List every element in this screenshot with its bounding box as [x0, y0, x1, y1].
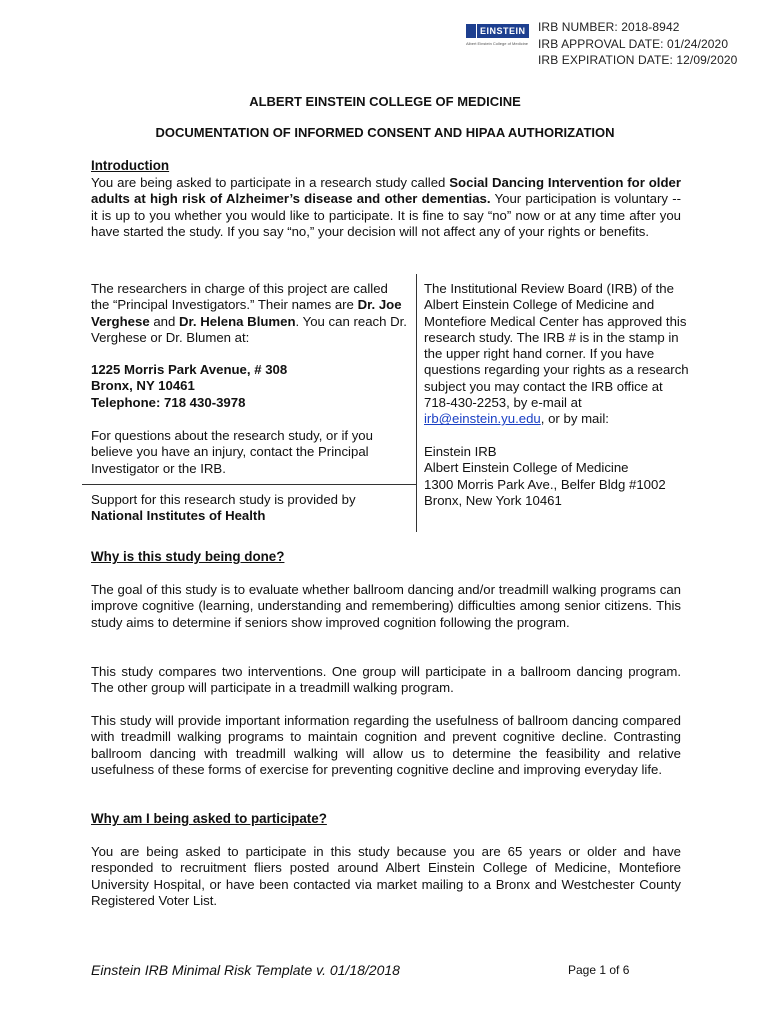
- logo-wordmark: EINSTEIN: [477, 24, 529, 38]
- sponsor-name: National Institutes of Health: [91, 508, 266, 524]
- questions-paragraph: For questions about the research study, or if you believe you have an injury, contact the Principal Investigator or the IRB.: [91, 428, 373, 476]
- document-title: DOCUMENTATION OF INFORMED CONSENT AND HIPAA AUTHORIZATION: [155, 125, 615, 140]
- irb-stamp: [538, 19, 737, 69]
- investigators-paragraph: The researchers in charge of this project are called the “Principal Investigators.” Their names are Dr. Joe Verghese and Dr. Helena Blumen. You can reach Dr. Verghese or Dr. Blumen at:: [91, 281, 407, 345]
- institution-title: ALBERT EINSTEIN COLLEGE OF MEDICINE: [249, 94, 521, 109]
- pi-contact: [91, 362, 409, 411]
- pi-address-line1: 1225 Morris Park Avenue, # 308: [91, 362, 288, 377]
- why-study-p2: This study compares two interventions. One group will participate in a ballroom dancing program. The other group will participate in a treadmill walking program.: [91, 664, 681, 696]
- why-study-heading: Why is this study being done?: [91, 549, 285, 564]
- pi-1-name: Dr. Joe Verghese: [91, 297, 402, 329]
- page-number: Page 1 of 6: [568, 963, 630, 977]
- irb-number: IRB NUMBER: 2018-8942: [538, 20, 680, 34]
- support-paragraph: Support for this research study is provided by National Institutes of Health: [91, 492, 409, 525]
- why-study-p3: This study will provide important information regarding the usefulness of ballroom dancing compared with treadmill walking programs to maintain cognition and prevent cognitive decline. Contrasting ballroom dancing with treadmill walking will allow us to determine the feasibility and relative usefulness of these forms of exercise for preventing cognitive decline and improving everyday life.: [91, 713, 681, 778]
- left-column-divider: [82, 484, 416, 485]
- column-divider: [416, 274, 417, 532]
- intro-paragraph: You are being asked to participate in a research study called Social Dancing Intervention for older adults at high risk of Alzheimer’s disease and other dementias. Your participation is voluntary -- it is up to you whether you would like to participate. It is fine to say “no” now or at any time after you have started the study. If you say “no,” your decision will not affect any of your rights or benefits.: [91, 175, 681, 240]
- pi-2-name: Dr. Helena Blumen: [179, 313, 296, 329]
- pi-address-line2: Bronx, NY 10461: [91, 378, 195, 394]
- einstein-logo: [466, 24, 530, 48]
- logo-mark-icon: [466, 24, 476, 38]
- study-title: Social Dancing Intervention for older adults at high risk of Alzheimer’s disease and other dementias.: [91, 175, 681, 207]
- irb-approval-date: IRB APPROVAL DATE: 01/24/2020: [538, 36, 729, 51]
- irb-email-link[interactable]: irb@einstein.yu.edu: [424, 411, 541, 427]
- logo-subtext: Albert Einstein College of Medicine: [466, 41, 529, 46]
- irb-expiration-date: IRB EXPIRATION DATE: 12/09/2020: [538, 53, 738, 67]
- irb-mailing-address: Einstein IRB Albert Einstein College of Medicine 1300 Morris Park Ave., Belfer Bldg #1002 Bronx, New York 10461: [424, 444, 666, 508]
- irb-paragraph: The Institutional Review Board (IRB) of the Albert Einstein College of Medicine and Montefiore Medical Center has approved this research study. The IRB # is in the stamp in the upper right hand corner. If you have questions regarding your rights as a research subject you may contact the IRB office at 718-430-2253, by e-mail at irb@einstein.yu.edu, or by mail:: [424, 281, 689, 427]
- intro-heading: Introduction: [91, 158, 170, 173]
- why-me-heading: Why am I being asked to participate?: [91, 811, 327, 826]
- pi-telephone: Telephone: 718 430-3978: [91, 394, 246, 410]
- why-me-p1: You are being asked to participate in this study because you are 65 years or older and have responded to recruitment fliers posted around Albert Einstein College of Medicine, Montefiore University Hospital, or have been contacted via market mailing to a Bronx and Westchester County Registered Voter List.: [91, 844, 681, 909]
- template-version: Einstein IRB Minimal Risk Template v. 01/18/2018: [91, 962, 400, 978]
- why-study-p1: The goal of this study is to evaluate whether ballroom dancing and/or treadmill walking programs can improve cognitive (learning, understanding and remembering) difficulties among senior citizens. This study aims to determine if seniors show improved cognition following the program.: [91, 582, 681, 630]
